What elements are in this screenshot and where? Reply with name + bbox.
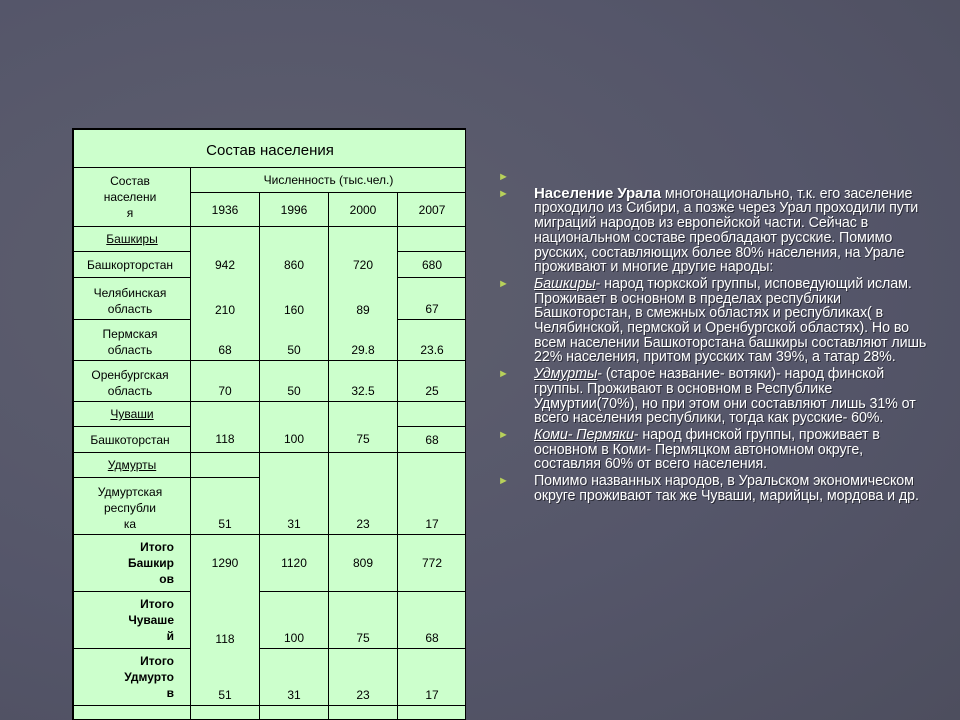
bullet-arrow-icon: ► (498, 428, 509, 441)
table-row: Башкорторстан 942 860 720 680 (74, 252, 467, 278)
list-item: ► Коми- Пермяки- народ финской группы, проживает в основном в Коми- Пермяцком автономном округе, составляя 60% от всего населения. (498, 426, 880, 473)
bullet-arrow-icon: ► (498, 368, 509, 381)
table-row: Удмуртская республи ка 51 31 23 17 (74, 478, 467, 535)
bullet-arrow-icon: ► (498, 187, 509, 200)
row-label: Удмуртская республи ка (74, 478, 191, 535)
year-header: 1936 (191, 193, 260, 227)
table-row: Башкоторстан 118 100 75 68 (74, 427, 467, 453)
row-label: Оренбургская область (74, 361, 191, 402)
list-item: ► Башкиры- народ тюркской группы, исповедующий ислам. Проживает в основном в пределах республики Башкоторстан, в смежных областях и республиках( в Челябинской, пермской и Оренбургской областях). Но во всем населении Башкоторстана башкиры составляют лишь 22% населения, притом русских там 39%, а татар 28%. (498, 275, 927, 366)
table-row: Челябинская область 210 160 89 67 (74, 278, 467, 320)
bullet-arrow-icon: ► (498, 475, 509, 488)
group-chuvashi: Чуваши (74, 402, 191, 427)
text-panel (498, 170, 928, 505)
bullet-arrow-icon: ► (498, 277, 509, 290)
row-label: Итого Удмурто в (74, 649, 191, 706)
table-row-total: Итого Башкир ов 1290 1120 809 772 (74, 535, 467, 592)
table-row: Пермская область 68 50 29.8 23.6 (74, 320, 467, 361)
group-bashkiry: Башкиры (74, 227, 191, 252)
row-label: Башкорторстан (74, 252, 191, 278)
table-title: Состав населения (74, 130, 467, 168)
year-header: 2000 (329, 193, 398, 227)
bullet-arrow-icon: ► (498, 171, 509, 183)
table-row-total: Итого Удмурто в 51 31 23 17 (74, 649, 467, 706)
row-label: Челябинская область (74, 278, 191, 320)
header-group-label: Состав населени я (74, 168, 191, 227)
list-item (498, 170, 928, 185)
row-label: Пермская область (74, 320, 191, 361)
population-table (72, 128, 466, 720)
row-label: Башкоторстан (74, 427, 191, 453)
year-header: 1996 (260, 193, 329, 227)
row-label: Итого Башкир ов (74, 535, 191, 592)
header-number-label: Численность (тыс.чел.) (191, 168, 467, 193)
table-row-total: Итого Чуваше й 118 100 75 68 (74, 592, 467, 649)
list-item: ► Помимо названных народов, в Уральском экономическом округе проживают так же Чуваши, марийцы, мордова и др. (498, 473, 919, 504)
list-item: ► Удмурты- (старое название- вотяки)- народ финской группы. Проживают в основном в Республике Удмуртии(70%), но при этом они составляют лишь 31% от всего населения республики, тогда как русские- 60%. (498, 366, 916, 427)
year-header: 2007 (398, 193, 467, 227)
row-label: Итого Чуваше й (74, 592, 191, 649)
table-row: Оренбургская область 70 50 32.5 25 (74, 361, 467, 402)
group-udmurty: Удмурты (74, 453, 191, 478)
list-item: ► Население Урала многонационально, т.к. его заселение проходило из Сибири, а позже через Урал проходили пути миграций народов из европейской части. Сейчас в национальном составе преобладают русские. Помимо русских, составляющих более 80% населения, на Урале проживают и многие другие народы: (498, 184, 919, 276)
